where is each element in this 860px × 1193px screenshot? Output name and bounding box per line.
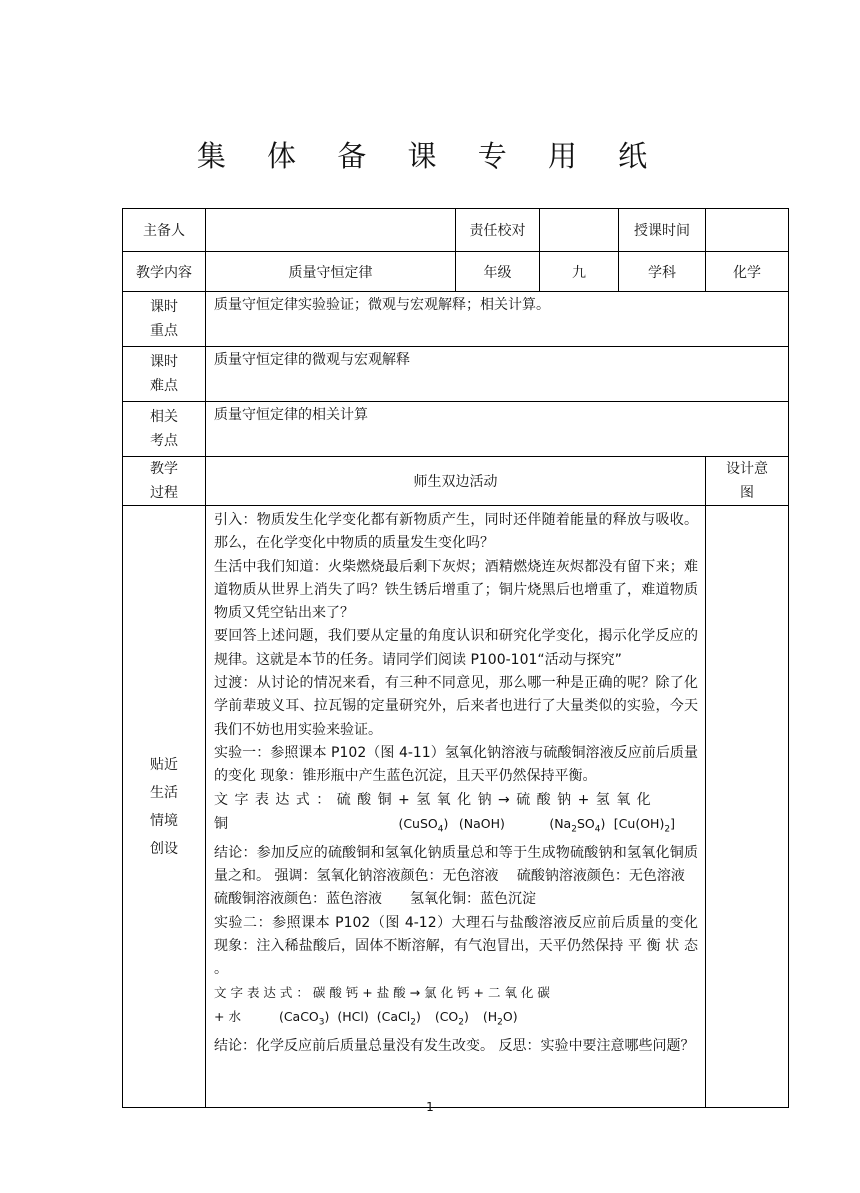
grade-value: 九 bbox=[540, 252, 619, 292]
process-label bbox=[123, 457, 206, 506]
experiment2-formula-line bbox=[214, 1005, 698, 1035]
activity-content bbox=[206, 506, 706, 1108]
diff-label-line1: 课时 bbox=[150, 354, 178, 370]
key-label-line2: 重点 bbox=[150, 323, 178, 339]
content-value: 质量守恒定律 bbox=[206, 252, 456, 292]
key-label-line1: 课时 bbox=[150, 299, 178, 315]
side-label-1: 贴近 bbox=[150, 756, 178, 773]
paragraph-intro: 引入：物质发生化学变化都有新物质产生，同时还伴随着能量的释放与吸收。那么，在化学变化中物质的质量发生变化吗？ bbox=[214, 512, 698, 552]
paragraph-life: 生活中我们知道：火柴燃烧最后剩下灰烬；酒精燃烧连灰烬都没有留下来；难道物质从世界上消失了吗？铁生锈后增重了；铜片烧黑后也增重了，难道物质物质又凭空钻出来了？ bbox=[214, 558, 698, 622]
formula-cuso4: (CuSO$_4$) bbox=[398, 815, 449, 835]
paragraph-experiment1: 实验一：参照课本 P102（图 4-11）氢氧化钠溶液与硫酸铜溶液反应前后质量的变化 现象：锥形瓶中产生蓝色沉淀，且天平仍然保持平衡。 bbox=[214, 744, 698, 785]
equation-tail: 铜 bbox=[214, 815, 228, 832]
page-number: 1 bbox=[426, 1100, 434, 1114]
subject-value: 化学 bbox=[706, 252, 789, 292]
preparer-value bbox=[206, 209, 456, 252]
key-points-value: 质量守恒定律实验验证；微观与宏观解释；相关计算。 bbox=[206, 292, 789, 347]
lesson-plan-table bbox=[122, 208, 789, 1108]
preparer-label: 主备人 bbox=[123, 209, 206, 252]
exam-label-line2: 考点 bbox=[150, 433, 178, 449]
paragraph-experiment2: 实验二：参照课本 P102（图 4-12）大理石与盐酸溶液反应前后质量的变化 现象：注入稀盐酸后，固体不断溶解，有气泡冒出，天平仍然保持 平 衡 状 态 。 bbox=[214, 914, 698, 978]
side-label-2: 生活 bbox=[150, 784, 178, 801]
formula-hcl: (HCl) bbox=[337, 1008, 369, 1024]
formula-co2: $(CO_2)$ bbox=[434, 1008, 469, 1028]
design-intent-cell bbox=[706, 506, 789, 1108]
experiment1-formula-line bbox=[214, 812, 698, 842]
diff-label-line2: 难点 bbox=[150, 378, 178, 394]
paragraph-colors: 硫酸铜溶液颜色：蓝色溶液 氢氧化铜：蓝色沉淀 bbox=[214, 891, 536, 908]
paragraph-conclusion1: 结论：参加反应的硫酸铜和氢氧化钠质量总和等于生成物硫酸钠和氢氧化铜质量之和。 强调：氢氧化钠溶液颜色：无色溶液 硫酸钠溶液颜色：无色溶液 bbox=[214, 844, 698, 884]
formula-naoh: (NaOH) bbox=[458, 815, 505, 831]
experiment2-word-equation: 文 字 表 达 式 ： 碳 酸 钙 + 盐 酸 → 氯 化 钙 + 二 氧 化 碳 bbox=[214, 985, 550, 1001]
exam-points-label bbox=[123, 402, 206, 457]
difficulty-value: 质量守恒定律的微观与宏观解释 bbox=[206, 347, 789, 402]
grade-label: 年级 bbox=[456, 252, 540, 292]
difficulty-label bbox=[123, 347, 206, 402]
formula-na2so4: $(Na_2SO_4)$ bbox=[549, 815, 606, 835]
design-intent-header bbox=[706, 457, 789, 506]
exam-label-line1: 相关 bbox=[150, 409, 178, 425]
experiment1-word-equation: 文 字 表 达 式 ： 硫 酸 铜 + 氢 氧 化 钠 → 硫 酸 钠 + 氢 氧 化 bbox=[214, 791, 652, 808]
time-label: 授课时间 bbox=[619, 209, 706, 252]
equation2-start: + 水 bbox=[214, 1008, 241, 1024]
formula-cacl2: (CaCl$_2$) bbox=[376, 1008, 421, 1028]
paragraph-task: 要回答上述问题，我们要从定量的角度认识和研究化学变化，揭示化学反应的规律。这就是本节的任务。请同学们阅读 P100-101“活动与探究” bbox=[214, 628, 698, 668]
design-header-line1: 设计意 bbox=[726, 461, 768, 477]
process-label-line2: 过程 bbox=[150, 485, 178, 501]
formula-caco3: (CaCO$_3$) bbox=[278, 1008, 330, 1028]
page-title: 集 体 备 课 专 用 纸 bbox=[196, 139, 664, 173]
content-label: 教学内容 bbox=[123, 252, 206, 292]
formula-h2o: $(H_2O)$ bbox=[482, 1008, 518, 1028]
side-label-4: 创设 bbox=[150, 840, 178, 857]
subject-label: 学科 bbox=[619, 252, 706, 292]
paragraph-transition: 过渡：从讨论的情况来看，有三种不同意见，那么哪一种是正确的呢？除了化学前辈玻义耳、拉瓦锡的定量研究外，后来者也进行了大量类似的实验，今天我们不妨也用实验来验证。 bbox=[214, 675, 698, 738]
paragraph-conclusion2: 结论：化学反应前后质量总量没有发生改变。 反思：实验中要注意哪些问题？ bbox=[214, 1037, 695, 1054]
design-header-line2: 图 bbox=[740, 485, 754, 501]
formula-cuoh2: $[Cu(OH)_2]$ bbox=[613, 815, 675, 835]
proof-label: 责任校对 bbox=[456, 209, 540, 252]
context-label bbox=[123, 506, 206, 1108]
key-points-label bbox=[123, 292, 206, 347]
process-label-line1: 教学 bbox=[150, 461, 178, 477]
exam-points-value: 质量守恒定律的相关计算 bbox=[206, 402, 789, 457]
side-label-3: 情境 bbox=[150, 812, 178, 829]
time-value bbox=[706, 209, 789, 252]
activity-header: 师生双边活动 bbox=[206, 457, 706, 506]
proof-value bbox=[540, 209, 619, 252]
